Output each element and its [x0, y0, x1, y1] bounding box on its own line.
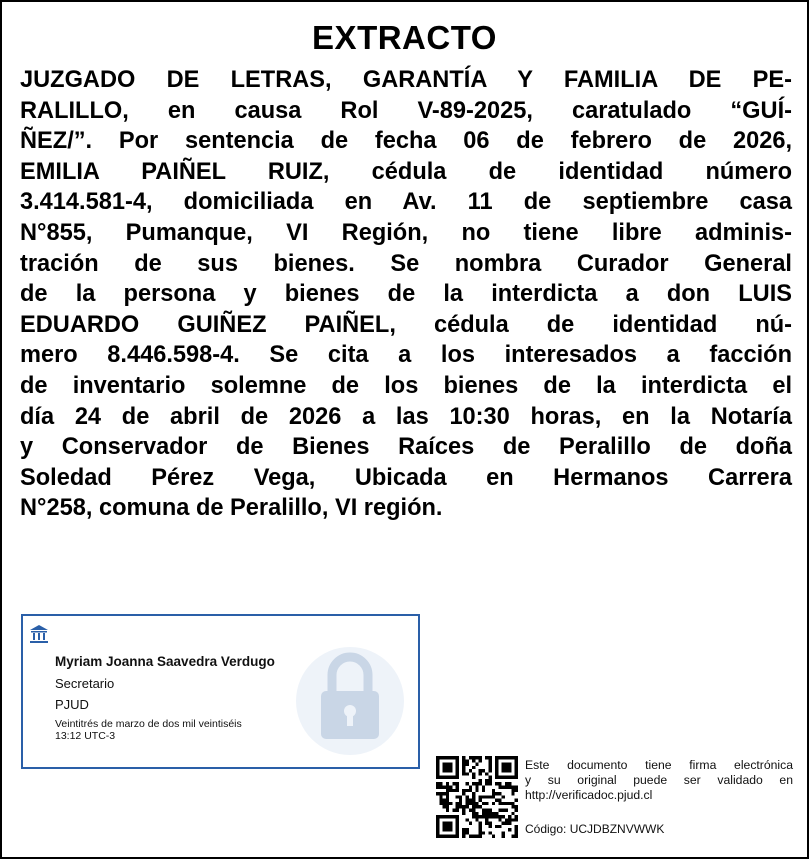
qr-module	[475, 805, 478, 808]
qr-module	[472, 815, 475, 818]
qr-module	[482, 812, 485, 815]
qr-module	[508, 782, 511, 785]
verification-line: y su original puede ser validado en	[525, 773, 793, 787]
qr-module	[443, 802, 446, 805]
qr-module	[439, 786, 442, 789]
body-line: EMILIA PAIÑEL RUIZ, cédula de identidad número	[20, 158, 792, 185]
qr-module	[505, 818, 508, 821]
qr-module	[479, 825, 482, 828]
body-line: JUZGADO DE LETRAS, GARANTÍA Y FAMILIA DE PE-	[20, 67, 792, 93]
qr-module	[495, 799, 498, 802]
qr-module	[469, 799, 472, 802]
qr-module	[498, 792, 501, 795]
qr-module	[485, 815, 488, 818]
qr-module	[475, 812, 478, 815]
qr-module	[462, 772, 465, 775]
qr-module	[488, 759, 491, 762]
qr-module	[488, 769, 491, 772]
qr-module	[511, 786, 514, 789]
qr-module	[485, 822, 488, 825]
qr-module	[482, 831, 485, 834]
institution-icon	[29, 624, 49, 644]
qr-module	[443, 822, 453, 832]
qr-module	[452, 789, 455, 792]
qr-module	[502, 795, 505, 798]
qr-module	[466, 789, 469, 792]
qr-module	[488, 795, 491, 798]
qr-module	[495, 812, 498, 815]
verification-url[interactable]: http://verificadoc.pjud.cl	[525, 788, 653, 802]
qr-module	[515, 805, 518, 808]
signature-date-line: Veintitrés de marzo de dos mil veintiséis	[55, 718, 242, 730]
qr-module	[462, 808, 465, 811]
qr-module	[456, 782, 459, 785]
qr-module	[485, 772, 488, 775]
qr-module	[469, 822, 472, 825]
qr-module	[469, 756, 472, 759]
qr-module	[436, 782, 439, 785]
qr-module	[443, 792, 446, 795]
qr-module	[515, 799, 518, 802]
qr-module	[479, 772, 482, 775]
qr-module	[466, 818, 469, 821]
qr-module	[475, 786, 478, 789]
qr-module	[482, 802, 485, 805]
qr-module	[466, 828, 469, 831]
qr-module	[479, 835, 482, 838]
qr-module	[505, 802, 508, 805]
signature-time-line: 13:12 UTC-3	[55, 730, 116, 742]
qr-module	[472, 772, 475, 775]
qr-module	[498, 825, 501, 828]
qr-module	[472, 808, 475, 811]
body-line: tración de sus bienes. Se nombra Curador General	[20, 250, 792, 277]
qr-module	[462, 828, 465, 831]
qr-module	[475, 756, 478, 759]
body-line: ÑEZ/”. Por sentencia de fecha 06 de febrero de 2026,	[20, 128, 792, 155]
qr-module	[492, 812, 495, 815]
qr-module	[508, 786, 511, 789]
qr-module	[479, 756, 482, 759]
qr-module	[485, 795, 488, 798]
qr-module	[502, 822, 505, 825]
qr-module	[475, 815, 478, 818]
qr-module	[492, 792, 495, 795]
qr-module	[459, 805, 462, 808]
qr-module	[462, 812, 465, 815]
qr-module	[485, 812, 488, 815]
qr-module	[469, 769, 472, 772]
qr-module	[472, 812, 475, 815]
qr-module	[498, 815, 501, 818]
qr-module	[511, 792, 514, 795]
qr-module	[495, 792, 498, 795]
qr-module	[456, 805, 459, 808]
document-title: EXTRACTO	[312, 19, 497, 56]
qr-module	[482, 786, 485, 789]
qr-module	[469, 808, 472, 811]
body-line: mero 8.446.598-4. Se cita a los interesados a facción	[20, 342, 792, 369]
qr-module	[515, 786, 518, 789]
qr-module	[502, 831, 505, 834]
qr-module	[472, 756, 475, 759]
body-line: de inventario solemne de los bienes de la interdicta el	[20, 372, 792, 399]
electronic-signature-card	[21, 614, 420, 769]
qr-module	[469, 802, 472, 805]
qr-module	[456, 786, 459, 789]
qr-module	[488, 766, 491, 769]
qr-module	[456, 795, 459, 798]
qr-module	[469, 786, 472, 789]
qr-module	[498, 818, 501, 821]
qr-module	[511, 789, 514, 792]
qr-module	[449, 786, 452, 789]
qr-module	[508, 802, 511, 805]
qr-module	[479, 779, 482, 782]
qr-module	[446, 792, 449, 795]
qr-module	[466, 763, 469, 766]
qr-module	[498, 786, 501, 789]
qr-module	[472, 795, 475, 798]
qr-module	[475, 802, 478, 805]
qr-module	[482, 769, 485, 772]
qr-module	[485, 779, 488, 782]
qr-module	[492, 795, 495, 798]
qr-module	[498, 802, 501, 805]
qr-module	[485, 818, 488, 821]
qr-module	[482, 795, 485, 798]
qr-module	[479, 828, 482, 831]
qr-module	[466, 802, 469, 805]
qr-module	[488, 779, 491, 782]
qr-module	[505, 782, 508, 785]
qr-module	[508, 822, 511, 825]
verification-code: Código: UCJDBZNVWWK	[525, 822, 665, 836]
qr-module	[488, 776, 491, 779]
qr-module	[482, 789, 485, 792]
qr-module	[505, 808, 508, 811]
qr-module	[456, 808, 459, 811]
qr-module	[459, 795, 462, 798]
qr-module	[472, 799, 475, 802]
qr-module	[475, 818, 478, 821]
qr-module	[488, 812, 491, 815]
verification-line: Este documento tiene firma electrónica	[525, 758, 793, 772]
qr-module	[466, 772, 469, 775]
qr-module	[462, 763, 465, 766]
qr-module	[515, 831, 518, 834]
qr-module	[439, 782, 442, 785]
qr-module	[462, 831, 465, 834]
qr-module	[462, 789, 465, 792]
qr-module	[472, 782, 475, 785]
verification-note	[525, 758, 793, 803]
qr-module	[472, 835, 475, 838]
qr-module	[492, 802, 495, 805]
qr-module	[505, 786, 508, 789]
qr-module	[508, 828, 511, 831]
qr-module	[466, 782, 469, 785]
body-line: EDUARDO GUIÑEZ PAIÑEL, cédula de identidad nú-	[20, 311, 792, 338]
qr-module	[492, 815, 495, 818]
qr-module	[502, 808, 505, 811]
qr-module	[475, 763, 478, 766]
qr-module	[469, 789, 472, 792]
qr-module	[479, 795, 482, 798]
qr-module	[443, 805, 446, 808]
qr-module	[515, 818, 518, 821]
qr-module	[511, 812, 514, 815]
body-line: RALILLO, en causa Rol V-89-2025, caratulado “GUÍ-	[20, 97, 792, 124]
qr-module	[466, 805, 469, 808]
qr-module	[472, 766, 475, 769]
signature-date	[55, 718, 285, 742]
qr-module	[511, 835, 514, 838]
qr-module	[515, 789, 518, 792]
qr-module	[446, 782, 449, 785]
qr-module	[485, 756, 488, 759]
signer-role: Secretario	[55, 676, 115, 691]
qr-module	[515, 835, 518, 838]
qr-module	[515, 825, 518, 828]
qr-module	[488, 822, 491, 825]
qr-module	[508, 818, 511, 821]
qr-module	[492, 789, 495, 792]
qr-module	[498, 782, 501, 785]
qr-module	[446, 808, 449, 811]
qr-module	[443, 799, 446, 802]
qr-module	[505, 822, 508, 825]
qr-module	[479, 822, 482, 825]
qr-module	[446, 802, 449, 805]
qr-module	[456, 789, 459, 792]
qr-module	[488, 808, 491, 811]
qr-module	[472, 776, 475, 779]
qr-module	[492, 835, 495, 838]
qr-module	[459, 802, 462, 805]
qr-module	[479, 831, 482, 834]
qr-module	[443, 763, 453, 773]
qr-module	[439, 795, 442, 798]
qr-module	[495, 825, 498, 828]
qr-module	[462, 792, 465, 795]
qr-module	[475, 789, 478, 792]
qr-module	[472, 759, 475, 762]
qr-module	[462, 835, 465, 838]
body-line: 3.414.581-4, domiciliada en Av. 11 de septiembre casa	[20, 189, 792, 216]
qr-module	[511, 802, 514, 805]
qr-module	[508, 815, 511, 818]
qr-module	[488, 825, 491, 828]
qr-module	[456, 802, 459, 805]
qr-module	[485, 802, 488, 805]
qr-module	[446, 789, 449, 792]
qr-module	[472, 802, 475, 805]
qr-module	[482, 815, 485, 818]
qr-module	[479, 815, 482, 818]
qr-module	[511, 805, 514, 808]
document-body	[20, 65, 792, 524]
qr-module	[446, 786, 449, 789]
qr-module	[488, 815, 491, 818]
qr-module	[475, 835, 478, 838]
qr-module	[479, 769, 482, 772]
qr-module	[446, 805, 449, 808]
qr-module	[515, 808, 518, 811]
qr-module	[443, 786, 446, 789]
body-line: N°855, Pumanque, VI Región, no tiene libre adminis-	[20, 219, 792, 246]
qr-module	[502, 815, 505, 818]
qr-module	[488, 782, 491, 785]
qr-module	[472, 792, 475, 795]
qr-module	[502, 786, 505, 789]
qr-module	[502, 763, 512, 773]
body-line: de la persona y bienes de la interdicta a don LUIS	[20, 281, 792, 308]
qr-module	[436, 792, 439, 795]
qr-module	[462, 766, 465, 769]
qr-module	[446, 795, 449, 798]
qr-module	[511, 818, 514, 821]
qr-module	[479, 805, 482, 808]
body-line: Soledad Pérez Vega, Ubicada en Hermanos Carrera	[20, 464, 792, 491]
qr-module	[475, 782, 478, 785]
qr-module	[502, 802, 505, 805]
lock-icon	[295, 631, 405, 757]
qr-module	[485, 808, 488, 811]
qr-module	[488, 831, 491, 834]
qr-module	[462, 769, 465, 772]
qr-module	[466, 831, 469, 834]
qr-module	[462, 805, 465, 808]
qr-module	[462, 759, 465, 762]
qr-module	[479, 799, 482, 802]
qr-module	[495, 782, 498, 785]
qr-module	[439, 792, 442, 795]
body-line: día 24 de abril de 2026 a las 10:30 horas, en la Notaría	[20, 403, 792, 430]
qr-module	[449, 802, 452, 805]
qr-module	[515, 828, 518, 831]
qr-module	[498, 799, 501, 802]
qr-module	[439, 802, 442, 805]
qr-code	[436, 756, 518, 838]
qr-module	[488, 756, 491, 759]
qr-module	[466, 795, 469, 798]
qr-module	[449, 789, 452, 792]
qr-module	[436, 786, 439, 789]
qr-module	[515, 815, 518, 818]
body-line: N°258, comuna de Peralillo, VI región.	[20, 495, 443, 522]
qr-module	[495, 815, 498, 818]
qr-module	[452, 782, 455, 785]
qr-module	[439, 799, 442, 802]
body-line: y Conservador de Bienes Raíces de Peralillo de doña	[20, 434, 792, 461]
qr-module	[452, 808, 455, 811]
qr-module	[462, 756, 465, 759]
qr-module	[488, 763, 491, 766]
qr-module	[485, 782, 488, 785]
qr-module	[459, 799, 462, 802]
qr-module	[472, 805, 475, 808]
qr-module	[479, 759, 482, 762]
qr-module	[466, 759, 469, 762]
qr-module	[446, 799, 449, 802]
qr-module	[466, 799, 469, 802]
signer-organization: PJUD	[55, 697, 89, 712]
qr-module	[479, 782, 482, 785]
signer-name: Myriam Joanna Saavedra Verdugo	[55, 654, 275, 669]
qr-module	[469, 835, 472, 838]
qr-module	[502, 835, 505, 838]
qr-module	[482, 808, 485, 811]
qr-module	[498, 808, 501, 811]
